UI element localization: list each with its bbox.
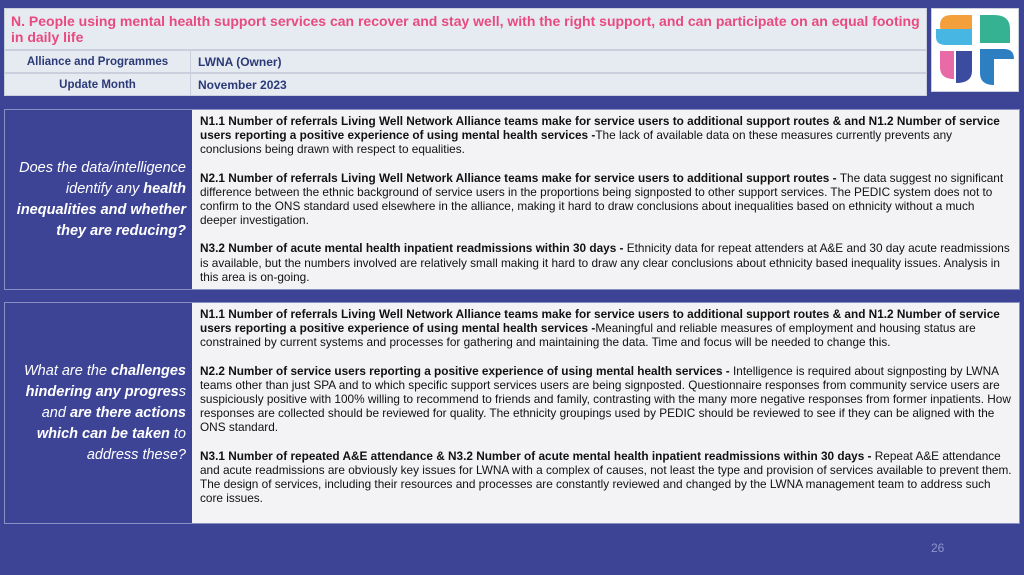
answer-challenges: [192, 303, 1019, 523]
question-health-inequalities: [5, 110, 192, 289]
question-text: are there actions which can be taken: [36, 404, 186, 442]
measure-heading: N1.1 Number of referrals Living Well Network Alliance teams make for service users to additional support routes & and N1.2 Number of service users reporting a positive experience of using mental health services -: [200, 114, 1000, 143]
logo-shape: [940, 51, 954, 79]
page-number: 26: [931, 541, 945, 555]
measure-body: The lack of available data on these measures currently prevents any conclusions being drawn with respect to equalities.: [200, 128, 953, 157]
alliance-logo: [931, 8, 1019, 92]
meta-value-owner: LWNA (Owner): [191, 50, 927, 73]
measure-entry: [200, 114, 1013, 157]
logo-shape: [980, 15, 1010, 43]
measure-heading: N3.2 Number of acute mental health inpatient readmissions within 30 days -: [200, 241, 627, 256]
question-text: to address these?: [86, 425, 186, 463]
logo-shape: [936, 29, 972, 45]
question-text: What are the: [24, 362, 112, 379]
measure-entry: [200, 364, 1013, 435]
logo-shape: [956, 51, 972, 83]
panel-challenges: [4, 302, 1020, 524]
question-text: health inequalities and whether they are reducing?: [16, 180, 186, 239]
meta-value-update-month: November 2023: [191, 73, 927, 96]
meta-row-update-month: [4, 73, 927, 96]
panel-health-inequalities: [4, 109, 1020, 290]
measure-body: Meaningful and reliable measures of employment and housing status are constrained by current systems and processes for gathering and maintaining the data. Time and focus will be needed to change this.: [200, 321, 976, 350]
measure-heading: N2.2 Number of service users reporting a positive experience of using mental health services -: [200, 363, 734, 378]
meta-label-update-month: Update Month: [4, 73, 191, 96]
meta-label-alliance: Alliance and Programmes: [4, 50, 191, 73]
measure-entry: [200, 171, 1013, 228]
answer-health-inequalities: [192, 110, 1019, 289]
measure-heading: N3.1 Number of repeated A&E attendance & N3.2 Number of acute mental health inpatient readmissions within 30 days -: [200, 448, 875, 463]
logo-shape: [980, 49, 1014, 85]
measure-heading: N2.1 Number of referrals Living Well Network Alliance teams make for service users to additional support routes -: [200, 170, 840, 185]
question-challenges: [5, 303, 192, 523]
measure-body: Intelligence is required about signposting by LWNA teams other than just SPA and to which specific support services users are being signposted. Questionnaire responses from community service users are suspiciously positive with 100% willing to recommend to friends and family, contrasting with the many more negative responses from former inpatients. How responses are collected should be reviewed for quality. The ethnicity groupings used by PEDIC should be reviewed to see if they can be aligned with the ONS standard.: [200, 363, 1011, 435]
measure-entry: [200, 449, 1013, 506]
page-title: N. People using mental health support services can recover and stay well, with the right support, and can participate on an equal footing in daily life: [4, 8, 927, 50]
measure-body: Ethnicity data for repeat attenders at A&E and 30 day acute readmissions is available, but the numbers involved are relatively small making it hard to draw any clear conclusions about ethnicity based inequality issues. Analysis in this area is on-going.: [200, 241, 1010, 284]
measure-body: Repeat A&E attendance and acute readmissions are obviously key issues for LWNA with a complex of causes, not least the type and provision of services available to prevent them. The design of services, including their resources and processes are constantly reviewed and changed by the LWNA management team to address such core issues.: [200, 448, 1012, 506]
measure-heading: N1.1 Number of referrals Living Well Network Alliance teams make for service users to additional support routes & and N1.2 Number of service users reporting a positive experience of using mental health services -: [200, 307, 1000, 336]
meta-row-alliance: [4, 50, 927, 73]
question-text: Does the data/intelligence identify any: [19, 159, 186, 197]
measure-entry: [200, 307, 1013, 350]
measure-body: The data suggest no significant difference between the ethnic background of service users in the proportions being signposted to other support services. The PEDIC system does not to confirm to the ONS standard used elsewhere in the alliance, making it hard to draw conclusions about inequalities based on ethnicity without a much deeper investigation.: [200, 170, 1004, 228]
question-text: challenges hindering any progres: [25, 362, 186, 400]
measure-entry: [200, 241, 1013, 284]
logo-icon: [932, 9, 1018, 91]
question-text: s and: [41, 383, 186, 421]
